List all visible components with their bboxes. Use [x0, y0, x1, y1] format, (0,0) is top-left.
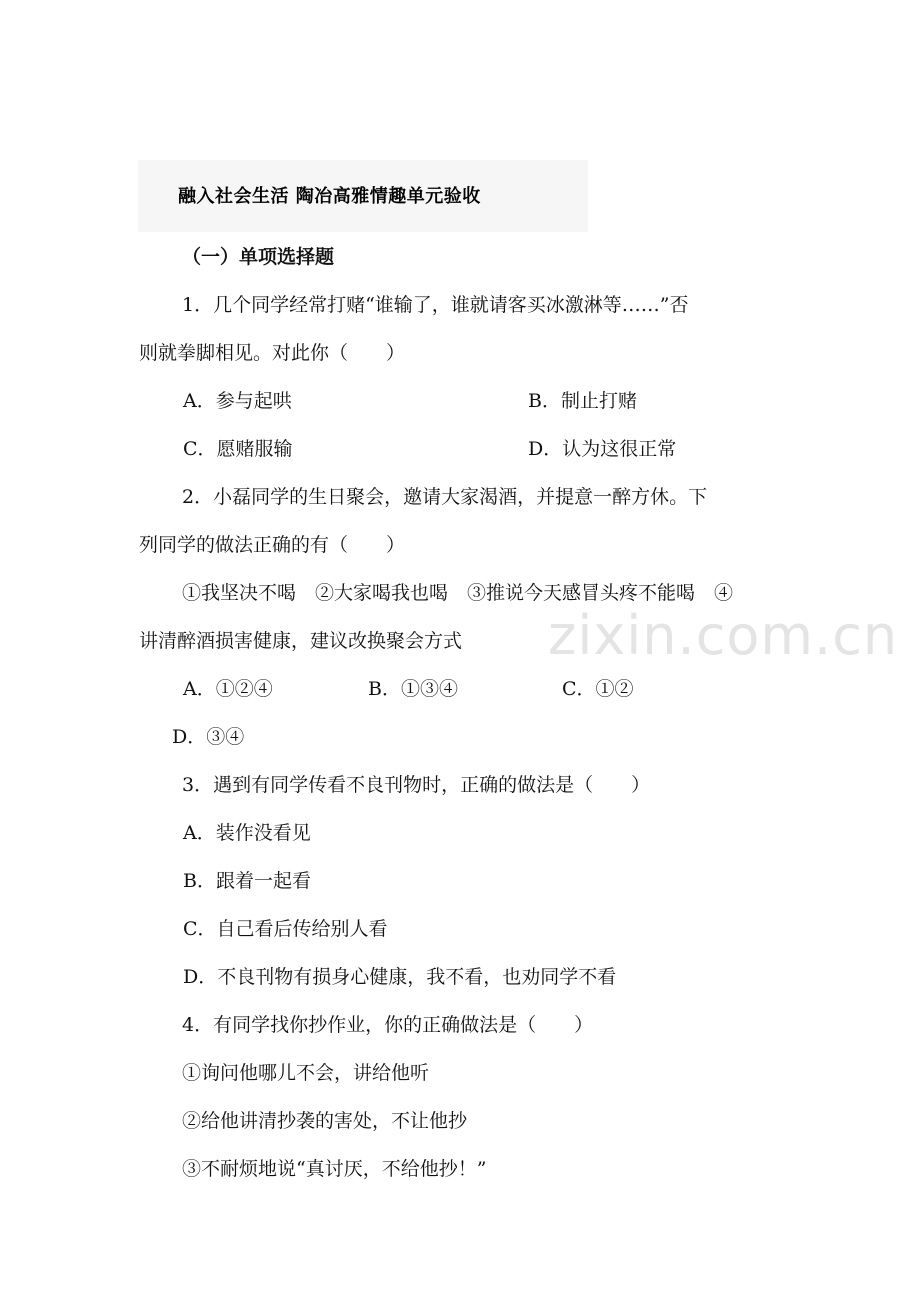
- question-1-option-b: B．制止打赌: [528, 390, 637, 412]
- question-1-stem-line2: 则就拳脚相见。对此你（ ）: [139, 342, 406, 364]
- question-4-stem: 4．有同学找你抄作业，你的正确做法是（ ）: [182, 1014, 594, 1036]
- question-2-statements-line1: ①我坚决不喝 ②大家喝我也喝 ③推说今天感冒头疼不能喝 ④: [182, 582, 734, 604]
- question-2-option-a: A．①②④: [183, 678, 273, 700]
- question-1-stem-line1: 1．几个同学经常打赌“谁输了，谁就请客买冰激淋等……”否: [182, 294, 689, 316]
- question-2-statements-line2: 讲清醉酒损害健康，建议改换聚会方式: [139, 630, 463, 652]
- section-heading: （一）单项选择题: [182, 246, 335, 268]
- question-1-option-c: C．愿赌服输: [183, 438, 293, 460]
- question-1-option-d: D．认为这很正常: [528, 438, 677, 460]
- question-2-option-d: D．③④: [172, 726, 245, 748]
- question-1-option-a: A．参与起哄: [183, 390, 292, 412]
- question-2-stem-line1: 2．小磊同学的生日聚会，邀请大家渴酒，并提意一醉方休。下: [182, 486, 708, 508]
- question-3-stem: 3．遇到有同学传看不良刊物时，正确的做法是（ ）: [182, 774, 651, 796]
- question-2-stem-line2: 列同学的做法正确的有（ ）: [139, 534, 406, 556]
- question-2-option-c: C．①②: [562, 678, 634, 700]
- question-4-statement-2: ②给他讲清抄袭的害处，不让他抄: [182, 1110, 468, 1132]
- question-4-statement-3: ③不耐烦地说“真讨厌，不给他抄！”: [182, 1158, 487, 1180]
- question-3-option-b: B．跟着一起看: [183, 870, 311, 892]
- question-3-option-d: D．不良刊物有损身心健康，我不看，也劝同学不看: [183, 966, 617, 988]
- question-3-option-c: C．自己看后传给别人看: [183, 918, 388, 940]
- question-4-statement-1: ①询问他哪儿不会，讲给他听: [182, 1062, 430, 1084]
- question-2-option-b: B．①③④: [368, 678, 458, 700]
- watermark: zixin.com.cn: [548, 604, 899, 667]
- question-3-option-a: A．装作没看见: [183, 822, 311, 844]
- document-title: 融入社会生活 陶冶高雅情趣单元验收: [178, 186, 481, 207]
